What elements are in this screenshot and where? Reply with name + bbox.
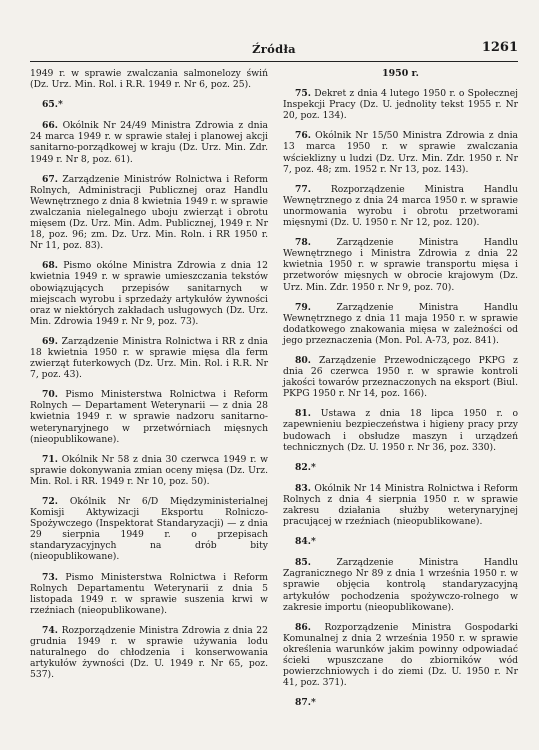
entry-number: 70.	[42, 389, 58, 401]
source-entry	[283, 697, 518, 708]
left-column	[30, 68, 268, 689]
entry-number: 67.	[42, 173, 58, 185]
entry-text: Ustawa z dnia 18 lipca 1950 r. o zapewnieniu bezpieczeństwa i higieny pracy przy budowach i obsłudze maszyn i urządzeń technicznych (Dz. U. 1950 r. Nr 36, poz. 330).	[283, 408, 518, 453]
source-entry	[30, 68, 268, 90]
entry-number: 79.	[295, 301, 311, 313]
source-entry	[30, 496, 268, 563]
entry-number: 73.	[42, 571, 58, 583]
entry-text: Okólnik Nr 15/50 Ministra Zdrowia z dnia 13 marca 1950 r. w sprawie zwalczania wścieklizny u ludzi (Dz. Urz. Min. Zdr. 1950 r. Nr 7, poz. 48; zm. 1952 r. Nr 13, poz. 143).	[283, 130, 518, 175]
entry-number: 80.	[295, 354, 311, 366]
entry-text: Okólnik Nr 24/49 Ministra Zdrowia z dnia 24 marca 1949 r. w sprawie stałej i planowej akcji sanitarno-porządkowej w kraju (Dz. Urz. Min. Zdr. 1949 r. Nr 8, poz. 61).	[30, 120, 268, 165]
entry-number: 66.	[42, 120, 58, 132]
source-entry	[30, 454, 268, 487]
source-entry	[283, 483, 518, 527]
entry-number: 81.	[295, 408, 311, 420]
entry-number: 78.	[295, 237, 311, 249]
source-entry	[283, 237, 518, 292]
source-entry	[30, 120, 268, 164]
entry-number: 69.	[42, 335, 58, 347]
source-entry	[30, 572, 268, 616]
entry-number: 68.	[42, 260, 58, 272]
entry-number: 82.*	[295, 461, 316, 473]
source-entry	[283, 355, 518, 399]
entry-text: Zarządzenie Przewodniczącego PKPG z dnia 26 czerwca 1950 r. w sprawie kontroli jakości towarów przeznaczonych na eksport (Biul. PKPG 1950 r. Nr 14, poz. 166).	[283, 354, 519, 400]
source-entry	[30, 336, 268, 380]
page-header	[30, 42, 518, 60]
entry-number: 86.	[295, 621, 311, 633]
source-entry	[283, 536, 518, 547]
entry-text: Zarządzenie Ministra Rolnictwa i RR z dnia 18 kwietnia 1950 r. w sprawie mięsa dla ferm zwierząt futerkowych (Dz. Urz. Min. Rol. i R.R. Nr 7, poz. 43).	[30, 335, 268, 381]
entry-number: 75.	[295, 88, 311, 100]
source-entry	[283, 88, 518, 121]
source-entry	[30, 99, 268, 110]
entry-text: Zarządzenie Ministra Handlu Wewnętrznego i Ministra Zdrowia z dnia 22 kwietnia 1950 r. w sprawie transportu mięsa i przetworów mięsnych w obrocie krajowym (Dz. Urz. Min. Zdr. 1950 r. Nr 9, poz. 70).	[283, 237, 518, 293]
right-column	[283, 68, 518, 718]
entry-text: Pismo Ministerstwa Rolnictwa i Reform Rolnych — Departament Weterynarii — z dnia 28 kwietnia 1949 r. w sprawie nadzoru sanitarno-weterynaryjnego w przetwórniach mięsnych (nieopublikowane).	[30, 389, 268, 445]
entry-number: 76.	[295, 130, 311, 142]
entry-number: 71.	[42, 453, 58, 465]
entry-number: 72.	[42, 496, 58, 507]
source-entry	[30, 174, 268, 252]
entry-text: Zarządzenie Ministrów Rolnictwa i Reform Rolnych, Administracji Publicznej oraz Handlu Wewnętrznego z dnia 8 kwietnia 1949 r. w sprawie zwalczania nielegalnego uboju zwierząt i obrotu mięsem (Dz. Urz. Min. Adm. Publicznej, 1949 r. Nr 18, poz. 96; zm. Dz. Urz. Min. Roln. i RR 1950 r. Nr 11, poz. 83).	[30, 173, 268, 252]
entry-text: Dekret z dnia 4 lutego 1950 r. o Społecznej Inspekcji Pracy (Dz. U. jednolity tekst 1955 r. Nr 20, poz. 134).	[283, 88, 518, 122]
entry-number: 77.	[295, 183, 311, 195]
source-entry	[283, 462, 518, 473]
year-heading: 1950 r.	[382, 68, 419, 79]
entry-text: Rozporządzenie Ministra Gospodarki Komunalnej z dnia 2 września 1950 r. w sprawie określenia warunków jakim powinny odpowiadać ścieki wpuszczane do zbiorników wód powierzchniowych i do ziemi (Dz. U. 1950 r. Nr 41, poz. 371).	[283, 621, 519, 689]
source-entry	[30, 389, 268, 444]
source-entry	[283, 184, 518, 228]
entry-text: 1949 r. w sprawie zwalczania salmonelozy świń (Dz. Urz. Min. Rol. i R.R. 1949 r. Nr 6, poz. 25).	[30, 68, 268, 91]
source-entry	[283, 622, 518, 689]
entry-number: 87.*	[295, 697, 316, 709]
entry-text: Pismo Ministerstwa Rolnictwa i Reform Rolnych Departamentu Weterynarii z dnia 5 listopada 1949 r. w sprawie suszenia krwi w rzeźniach (nieopublikowane).	[30, 571, 268, 616]
entry-text: Pismo okólne Ministra Zdrowia z dnia 12 kwietnia 1949 r. w sprawie umieszczania tekstów obowiązujących przepisów sanitarnych w miejscach wyrobu i sprzedaży artykułów żywności oraz w niektórych zakładach usługowych (Dz. Urz. Min. Zdrowia 1949 r. Nr 9, poz. 73).	[30, 260, 269, 327]
entry-number: 65.*	[42, 99, 63, 111]
entry-text: Zarządzenie Ministra Handlu Wewnętrznego z dnia 11 maja 1950 r. w sprawie dodatkowego znakowania mięsa w zależności od jego przeznaczenia (Mon. Pol. A-73, poz. 841).	[283, 301, 518, 346]
page-number: 1261	[481, 40, 518, 55]
source-entry	[283, 302, 518, 346]
entry-text: Rozporządzenie Ministra Zdrowia z dnia 22 grudnia 1949 r. w sprawie używania lodu naturalnego do chłodzenia i konserwowania artykułów żywności (Dz. U. 1949 r. Nr 65, poz. 537).	[30, 624, 268, 681]
source-entry	[30, 260, 268, 327]
running-title: Źródła	[252, 42, 296, 56]
entry-number: 85.	[295, 557, 311, 569]
source-entry	[283, 408, 518, 452]
entry-number: 84.*	[295, 536, 316, 548]
header-rule	[30, 61, 518, 62]
source-entry	[30, 625, 268, 680]
entry-text: Rozporządzenie Ministra Handlu Wewnętrznego z dnia 24 marca 1950 r. w sprawie unormowania wyrobu i obrotu przetworami mięsnymi (Dz. U. 1950 r. Nr 12, poz. 120).	[283, 183, 518, 229]
entry-text: Zarządzenie Ministra Handlu Zagranicznego Nr 89 z dnia 1 września 1950 r. w sprawie objęcia kontrolą standaryzacyjną artykułów pochodzenia spożywczo-rolnego w zakresie importu (nieopublikowane).	[283, 557, 518, 613]
source-entry	[283, 130, 518, 174]
entry-number: 83.	[295, 482, 311, 494]
entry-number: 74.	[42, 624, 58, 636]
entry-text: Okólnik Nr 14 Ministra Rolnictwa i Reform Rolnych z dnia 4 sierpnia 1950 r. w sprawie zakresu działania służby weterynaryjnej pracującej w rzeźniach (nieopublikowane).	[283, 482, 518, 528]
entry-text: Okólnik Nr 6/D Międzyministerialnej Komisji Aktywizacji Eksportu Rolniczo-Spożywczego (Inspektorat Standaryzacji) — z dnia 29 sierpnia 1949 r. o przepisach standaryzacyjnych na drób bity (nieopublikowane).	[30, 496, 268, 563]
source-entry	[283, 557, 518, 612]
entry-text: Okólnik Nr 58 z dnia 30 czerwca 1949 r. w sprawie dokonywania zmian oceny mięsa (Dz. Urz. Min. Rol. i RR. 1949 r. Nr 10, poz. 50).	[30, 453, 268, 487]
